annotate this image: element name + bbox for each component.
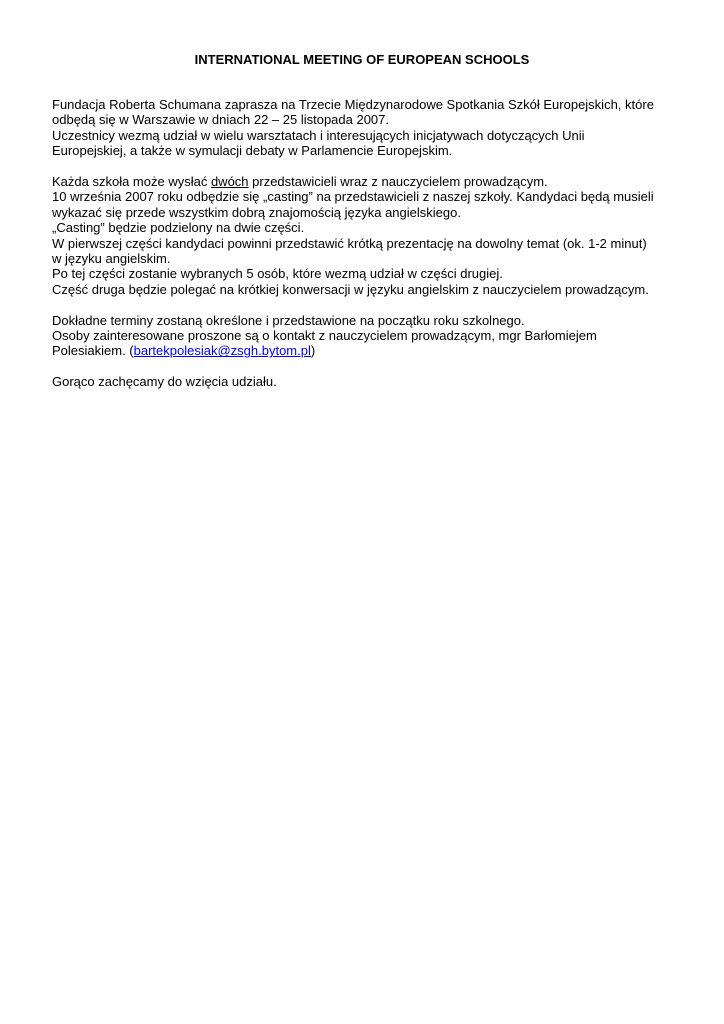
paragraph-casting	[52, 174, 692, 297]
text-segment: przedstawicieli wraz z nauczycielem prowadzącym.	[248, 174, 548, 190]
text-segment: Polesiakiem. (	[52, 343, 134, 359]
paragraph-line	[52, 174, 692, 189]
paragraph-invitation	[52, 97, 692, 159]
paragraph-line: Osoby zainteresowane proszone są o kontakt z nauczycielem prowadzącym, mgr Barłomiejem	[52, 328, 597, 344]
document-title: INTERNATIONAL MEETING OF EUROPEAN SCHOOLS	[194, 52, 530, 67]
paragraph-line: Po tej części zostanie wybranych 5 osób, które wezmą udział w części drugiej.	[52, 266, 503, 282]
paragraph-gap	[52, 297, 692, 312]
paragraph-line	[52, 343, 692, 358]
document-body	[52, 97, 692, 390]
paragraph-line: Część druga będzie polegać na krótkiej konwersacji w języku angielskim z nauczycielem prowadzącym.	[52, 281, 649, 297]
paragraph-line: wykazać się przede wszystkim dobrą znajomością języka angielskiego.	[52, 204, 461, 220]
paragraph-gap	[52, 359, 692, 374]
paragraph-line: 10 września 2007 roku odbędzie się „casting” na przedstawicieli z naszej szkoły. Kandydaci będą musieli	[52, 189, 654, 205]
paragraph-line: Fundacja Roberta Schumana zaprasza na Trzecie Międzynarodowe Spotkania Szkół Europejskich, które	[52, 97, 654, 112]
paragraph-line: W pierwszej części kandydaci powinni przedstawić krótką prezentację na dowolny temat (ok. 1-2 minut)	[52, 235, 647, 251]
paragraph-line: w języku angielskim.	[52, 251, 171, 267]
underlined-word: dwóch	[210, 174, 249, 190]
closing-line: Gorąco zachęcamy do wzięcia udziału.	[52, 374, 277, 390]
paragraph-gap	[52, 159, 692, 174]
paragraph-line: Dokładne terminy zostaną określone i przedstawione na początku roku szkolnego.	[52, 312, 525, 328]
paragraph-line: odbędą się w Warszawie w dniach 22 – 25 listopada 2007.	[52, 112, 390, 128]
text-segment: )	[310, 343, 316, 359]
paragraph-contact	[52, 313, 692, 359]
paragraph-line: „Casting” będzie podzielony na dwie części.	[52, 220, 305, 236]
paragraph-line: Europejskiej, a także w symulacji debaty w Parlamencie Europejskim.	[52, 143, 453, 159]
paragraph-closing	[52, 374, 692, 389]
text-segment: Każda szkoła może wysłać	[52, 174, 211, 190]
paragraph-line: Uczestnicy wezmą udział w wielu warsztatach i interesujących inicjatywach dotyczących Unii	[52, 127, 585, 143]
email-link[interactable]: bartekpolesiak@zsgh.bytom.pl	[133, 343, 311, 359]
